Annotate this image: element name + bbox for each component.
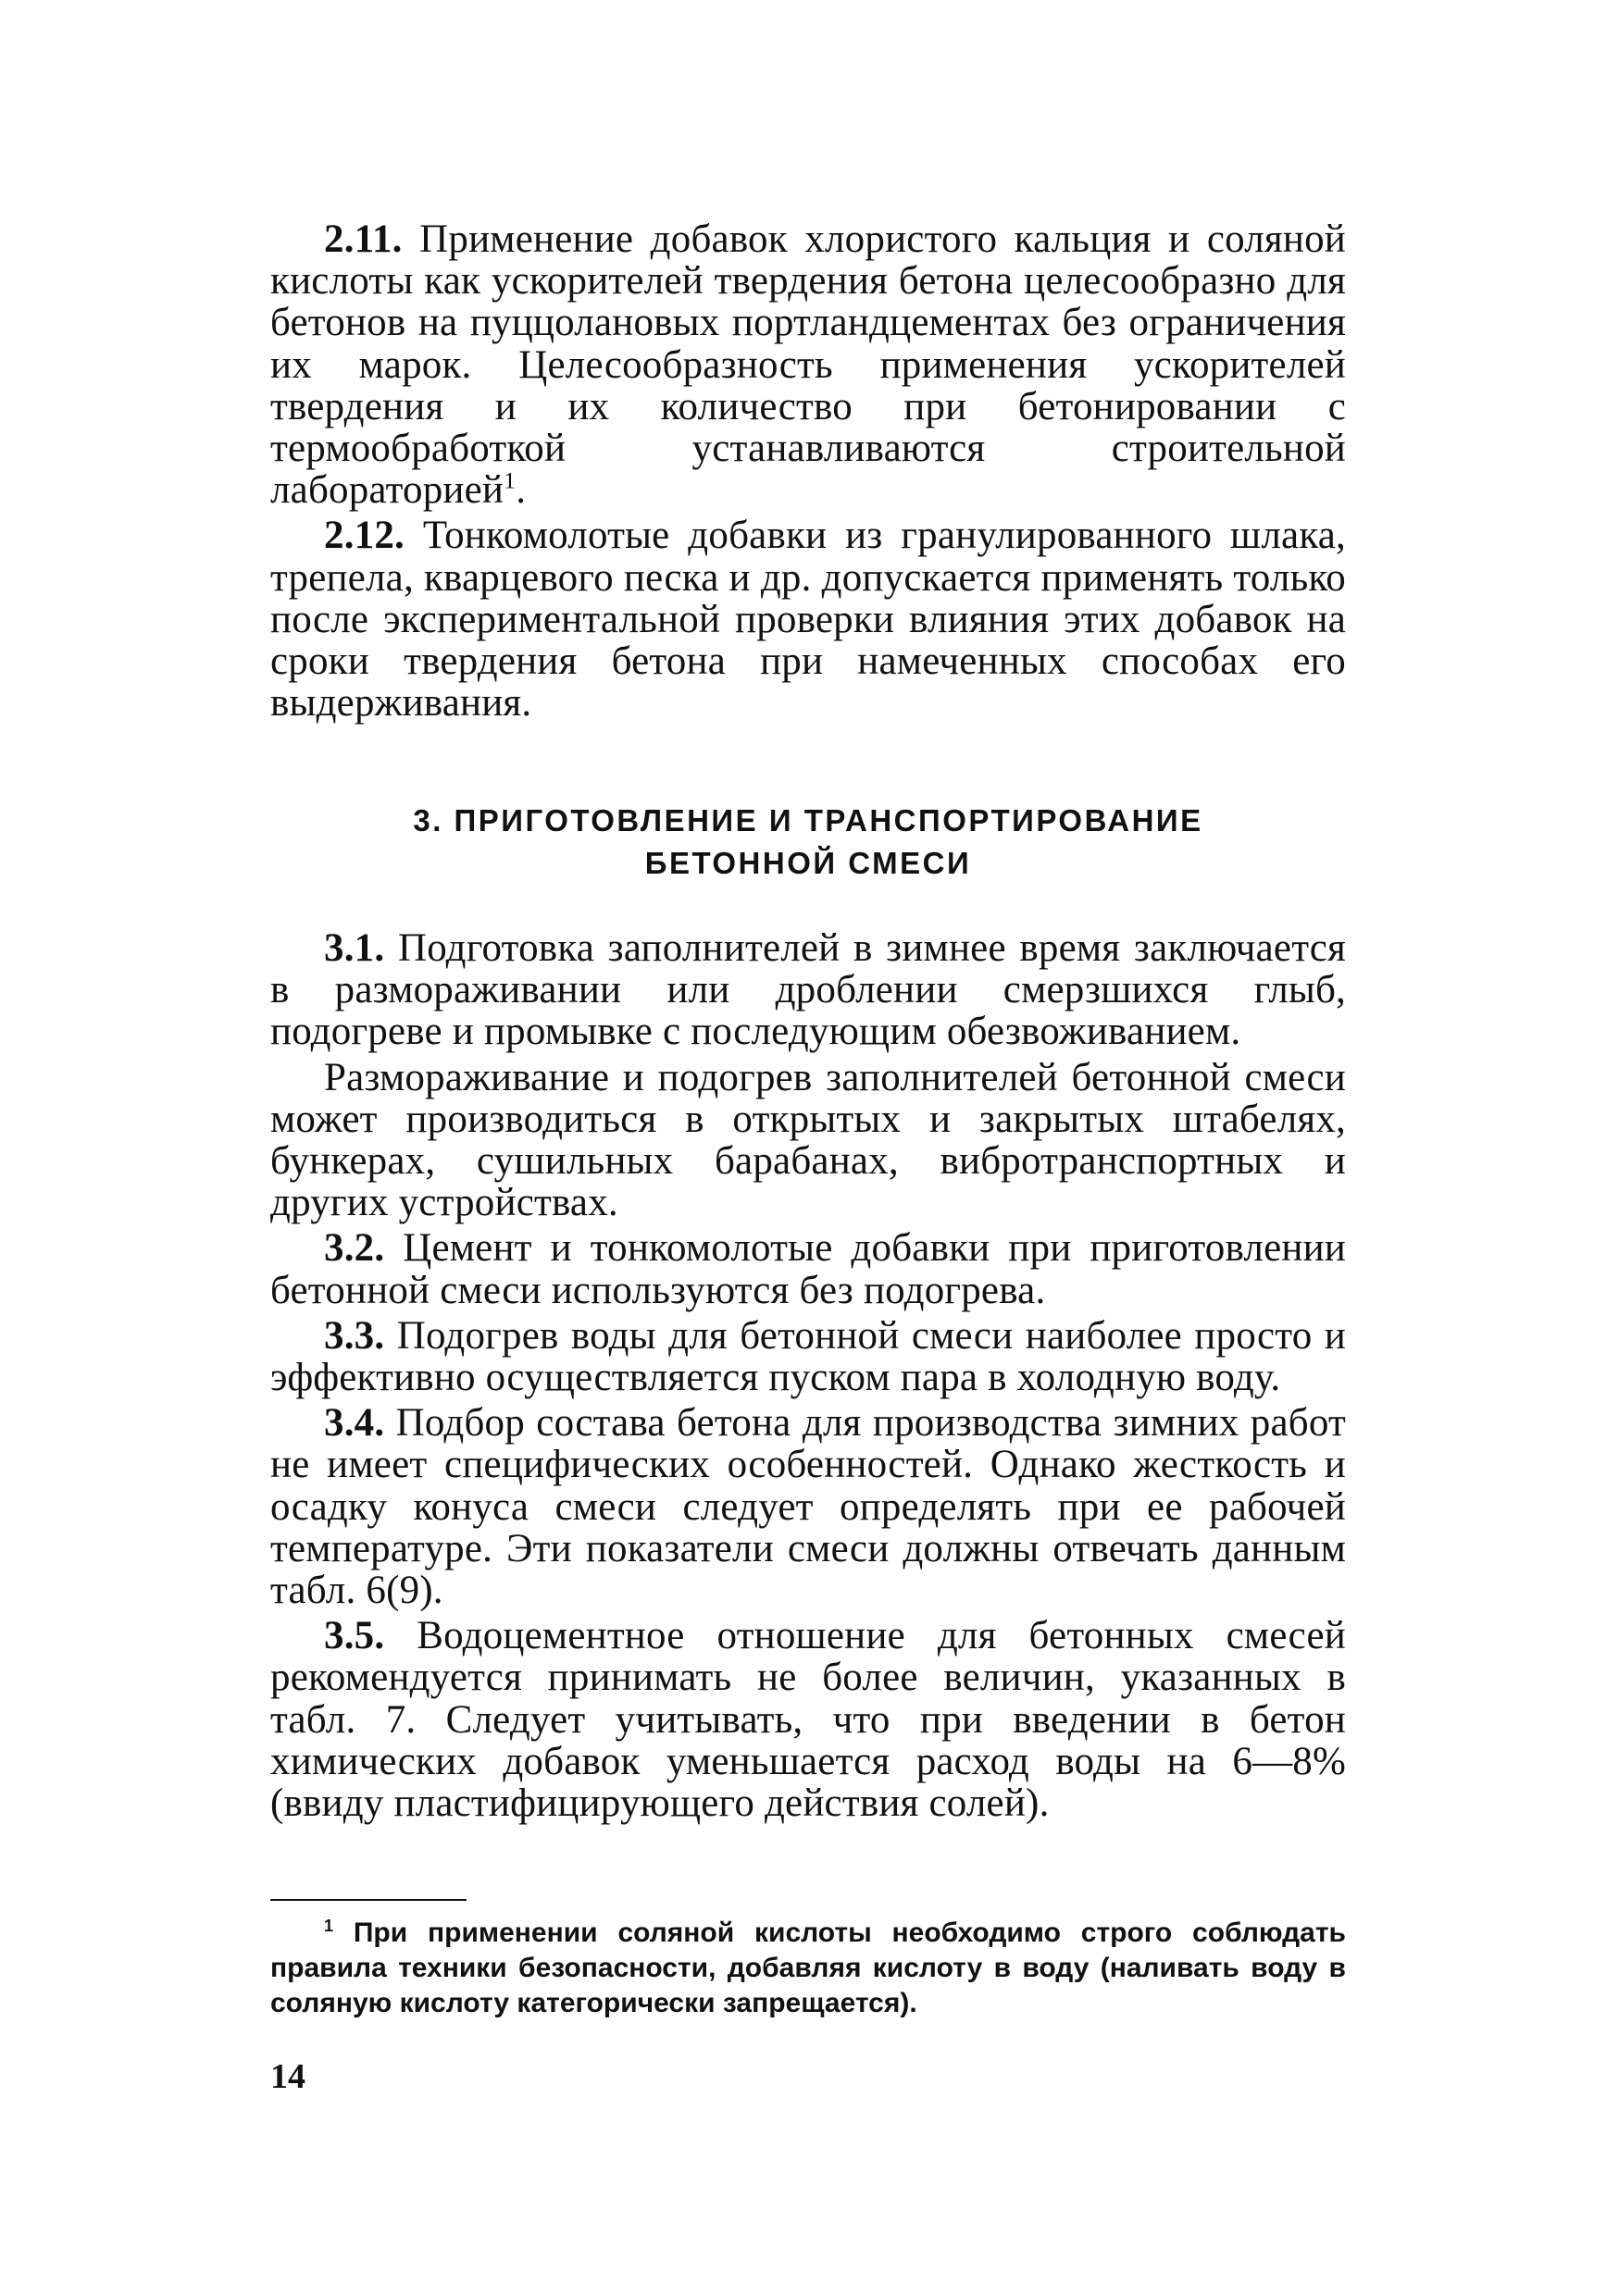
- bottom-text-block: [270, 927, 1346, 1828]
- paragraph-number: 3.1.: [324, 926, 385, 970]
- footnote-text: При применении соляной кислоты необходимо строго соблюдать правила техники безопасности, добавляя кислоту в воду (наливать воду в соляную кислоту категорически запрещается).: [270, 1917, 1346, 2018]
- paragraph-text: Цемент и тонкомолотые добавки при приготовлении бетонной смеси используются без подогрева.: [270, 1226, 1346, 1312]
- paragraph-number: 3.2.: [324, 1226, 385, 1271]
- paragraph-text: Водоцементное отношение для бетонных смесей рекомендуется принимать не более величин, указанных в табл. 7. Следует учитывать, что при введении в бетон химических добавок уменьшается расход воды на 6—8% (ввиду пластифицирующего действия солей).: [270, 1614, 1346, 1826]
- paragraph-3-1: [270, 927, 1346, 1053]
- paragraph-number: 3.5.: [324, 1614, 385, 1658]
- paragraph-text: Подготовка заполнителей в зимнее время заключается в размораживании или дроблении смерзшихся глыб, подогреве и промывке с последующим обезвоживанием.: [270, 926, 1346, 1054]
- paragraph-number: 3.4.: [324, 1401, 385, 1446]
- paragraph-text: Подогрев воды для бетонной смеси наиболее просто и эффективно осуществляется пуском пара в холодную воду.: [270, 1313, 1346, 1400]
- page-number: 14: [270, 2057, 305, 2096]
- paragraph-3-3: [270, 1315, 1346, 1398]
- paragraph-number: 3.3.: [324, 1313, 385, 1358]
- paragraph-text: Подбор состава бетона для производства зимних работ не имеет специфических особенностей. Однако жесткость и осадку конуса смеси следует определять при ее рабочей температуре. Эти показатели смеси должны отвечать данным табл. 6(9).: [270, 1401, 1346, 1613]
- paragraph-3-2: [270, 1227, 1346, 1310]
- paragraph-number: 2.11.: [324, 217, 403, 261]
- top-text-block: [270, 218, 1346, 727]
- paragraph-text: Применение добавок хлористого кальция и соляной кислоты как ускорителей твердения бетона целесообразно для бетонов на пуццолановых портландцементах без ограничения их марок. Целесообразность применения ускорителей твердения и их количество при бетонировании с термообработкой устанавливаются строительной лабораторией: [270, 217, 1346, 513]
- paragraph-tail: .: [516, 468, 527, 513]
- footnote: [270, 1916, 1346, 2021]
- section-heading-line-1: 3. ПРИГОТОВЛЕНИЕ И ТРАНСПОРТИРОВАНИЕ: [413, 803, 1203, 838]
- paragraph-text: Тонкомолотые добавки из гранулированного шлака, трепела, кварцевого песка и др. допускается применять только после экспериментальной проверки влияния этих добавок на сроки твердения бетона при намеченных способах его выдерживания.: [270, 514, 1346, 726]
- paragraph-3-5: [270, 1615, 1346, 1824]
- footnote-marker: 1: [324, 1917, 334, 1935]
- paragraph-text: Размораживание и подогрев заполнителей бетонной смеси может производиться в открытых и закрытых штабелях, бункерах, сушильных барабанах, вибротранспортных и других устройствах.: [270, 1055, 1346, 1225]
- footnote-reference: 1: [504, 466, 517, 494]
- section-heading: [270, 800, 1346, 885]
- section-heading-line-2: БЕТОННОЙ СМЕСИ: [644, 846, 972, 880]
- paragraph-number: 2.12.: [324, 514, 405, 558]
- paragraph-2-12: [270, 515, 1346, 724]
- paragraph-3-1-continued: [270, 1057, 1346, 1224]
- footnote-divider: [270, 1899, 467, 1901]
- paragraph-2-11: [270, 218, 1346, 511]
- paragraph-3-4: [270, 1402, 1346, 1611]
